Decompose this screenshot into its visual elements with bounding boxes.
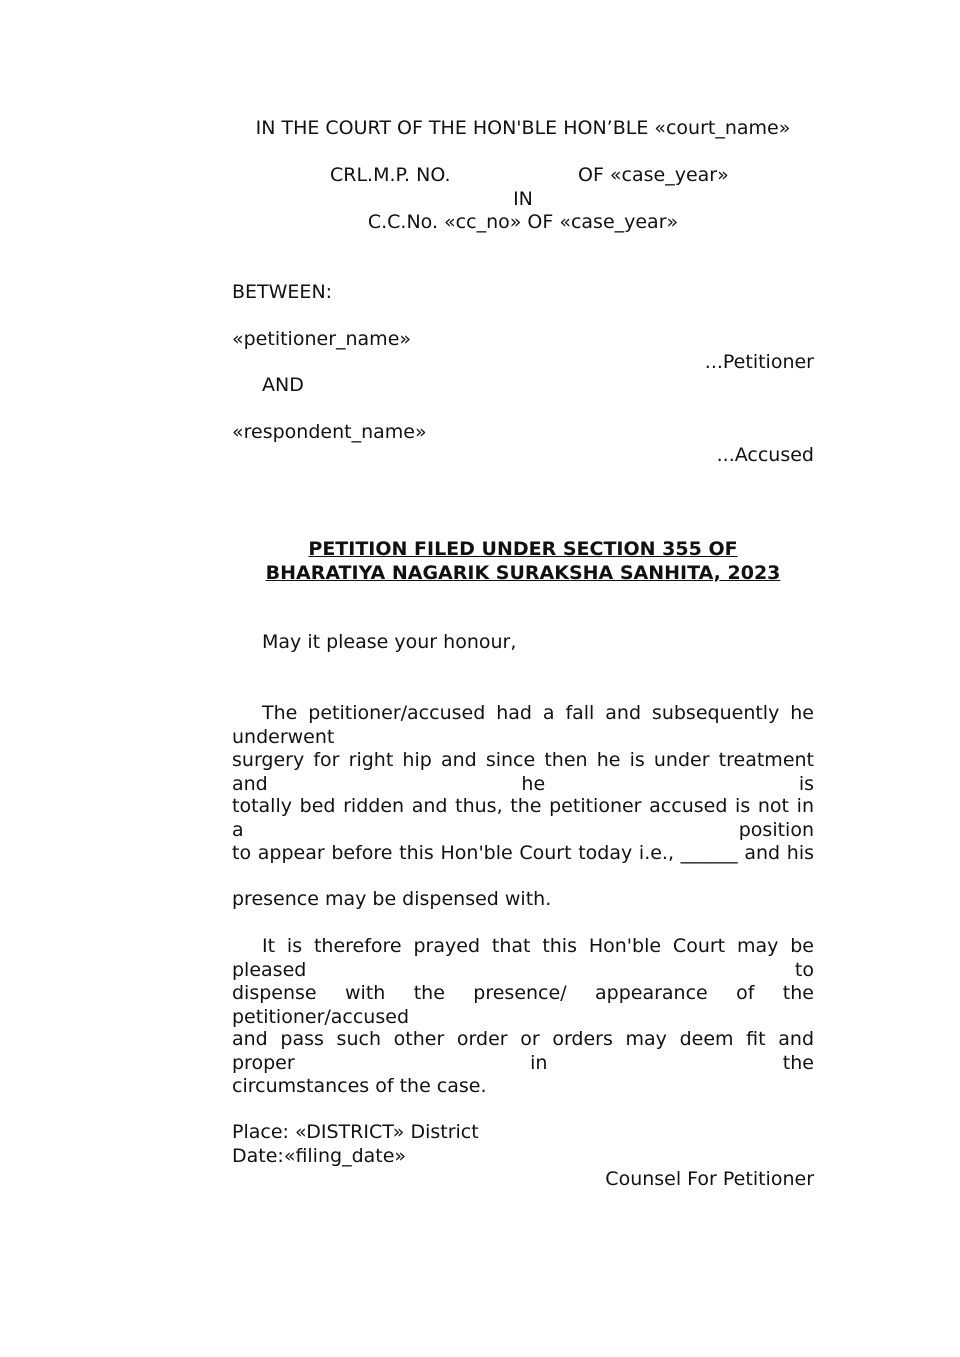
crl-mp-year: OF «case_year» [578, 164, 729, 186]
paragraph-line: It is therefore prayed that this Hon'ble Court may be pleased to [232, 935, 814, 981]
crl-mp-label: CRL.M.P. NO. [330, 164, 451, 186]
date-line: Date:«filing_date» [232, 1145, 407, 1167]
paragraph-2 [232, 934, 814, 1120]
cc-line: C.C.No. «cc_no» OF «case_year» [367, 211, 679, 233]
paragraph-line: dispense with the presence/ appearance of the petitioner/accused [232, 981, 814, 1028]
paragraph-line: to appear before this Hon'ble Court today i.e., ______ and his [232, 841, 814, 864]
in-label: IN [513, 188, 533, 210]
counsel-signature: Counsel For Petitioner [605, 1168, 814, 1190]
petitioner-name: «petitioner_name» [232, 328, 412, 350]
salutation: May it please your honour, [262, 631, 517, 653]
paragraph-line: The petitioner/accused had a fall and subsequently he underwent [232, 702, 814, 748]
and-label: AND [262, 374, 304, 396]
court-line: IN THE COURT OF THE HON'BLE HON’BLE «court_name» [255, 117, 791, 139]
paragraph-1 [232, 701, 814, 934]
title-line-1: PETITION FILED UNDER SECTION 355 OF [308, 538, 738, 560]
between-label: BETWEEN: [232, 281, 333, 303]
title-line-2: BHARATIYA NAGARIK SURAKSHA SANHITA, 2023 [265, 562, 781, 584]
paragraph-line: totally bed ridden and thus, the petitioner accused is not in a position [232, 795, 814, 841]
paragraph-line: circumstances of the case. [232, 1074, 487, 1097]
paragraph-line: surgery for right hip and since then he is under treatment and he is [232, 748, 814, 795]
petitioner-role: ...Petitioner [704, 351, 814, 373]
place-line: Place: «DISTRICT» District [232, 1121, 479, 1143]
paragraph-line: and pass such other order or orders may deem fit and proper in the [232, 1028, 814, 1074]
respondent-name: «respondent_name» [232, 421, 427, 443]
paragraph-line: presence may be dispensed with. [232, 888, 552, 910]
respondent-role: ...Accused [716, 444, 814, 466]
